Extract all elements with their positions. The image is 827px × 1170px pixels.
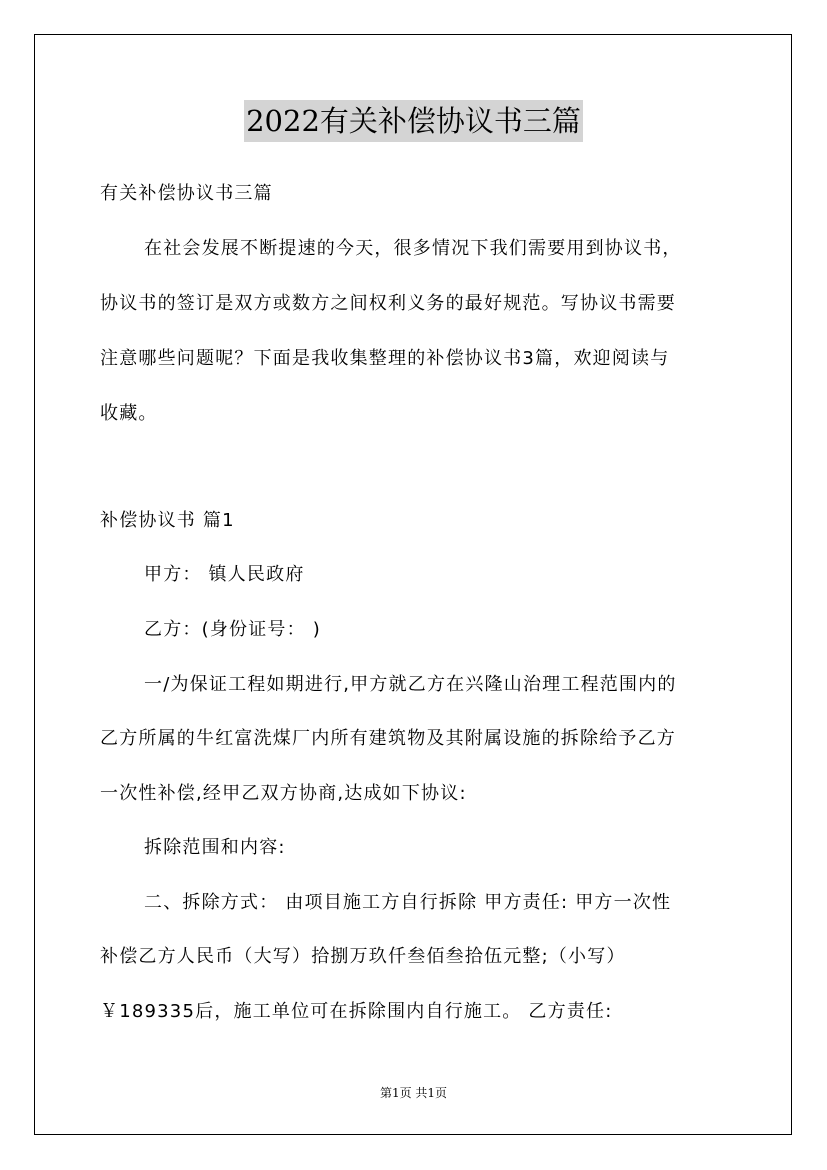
paragraph-line: 注意哪些问题呢？下面是我收集整理的补偿协议书3篇，欢迎阅读与: [100, 348, 670, 369]
paragraph-line: 在社会发展不断提速的今天，很多情况下我们需要用到协议书，: [144, 238, 682, 259]
paragraph-line: 协议书的签订是双方或数方之间权利义务的最好规范。写协议书需要: [100, 293, 676, 314]
party-a-line: 甲方： 镇人民政府: [144, 564, 305, 585]
paragraph-line: 收藏。: [100, 403, 158, 424]
party-b-line: 乙方：(身份证号： ): [144, 619, 321, 640]
section-heading: 补偿协议书 篇1: [100, 510, 235, 531]
clause-line: 乙方所属的牛红富洗煤厂内所有建筑物及其附属设施的拆除给予乙方: [100, 728, 676, 749]
clause-line: 拆除范围和内容:: [144, 837, 286, 858]
clause-line: 补偿乙方人民币（大写）拾捌万玖仟叁佰叁拾伍元整;（小写）: [100, 946, 626, 967]
page-number-footer: 第1页 共1页: [379, 1086, 448, 1100]
clause-line: ￥189335后，施工单位可在拆除围内自行施工。 乙方责任:: [100, 1001, 613, 1022]
clause-line: 二、拆除方式： 由项目施工方自行拆除 甲方责任: 甲方一次性: [144, 892, 672, 913]
document-title: 2022有关补偿协议书三篇: [244, 100, 583, 142]
clause-line: 一/为保证工程如期进行,甲方就乙方在兴隆山治理工程范围内的: [144, 674, 677, 695]
clause-line: 一次性补偿,经甲乙双方协商,达成如下协议:: [100, 783, 467, 804]
title-container: [0, 100, 827, 142]
subtitle-line: 有关补偿协议书三篇: [100, 183, 273, 204]
